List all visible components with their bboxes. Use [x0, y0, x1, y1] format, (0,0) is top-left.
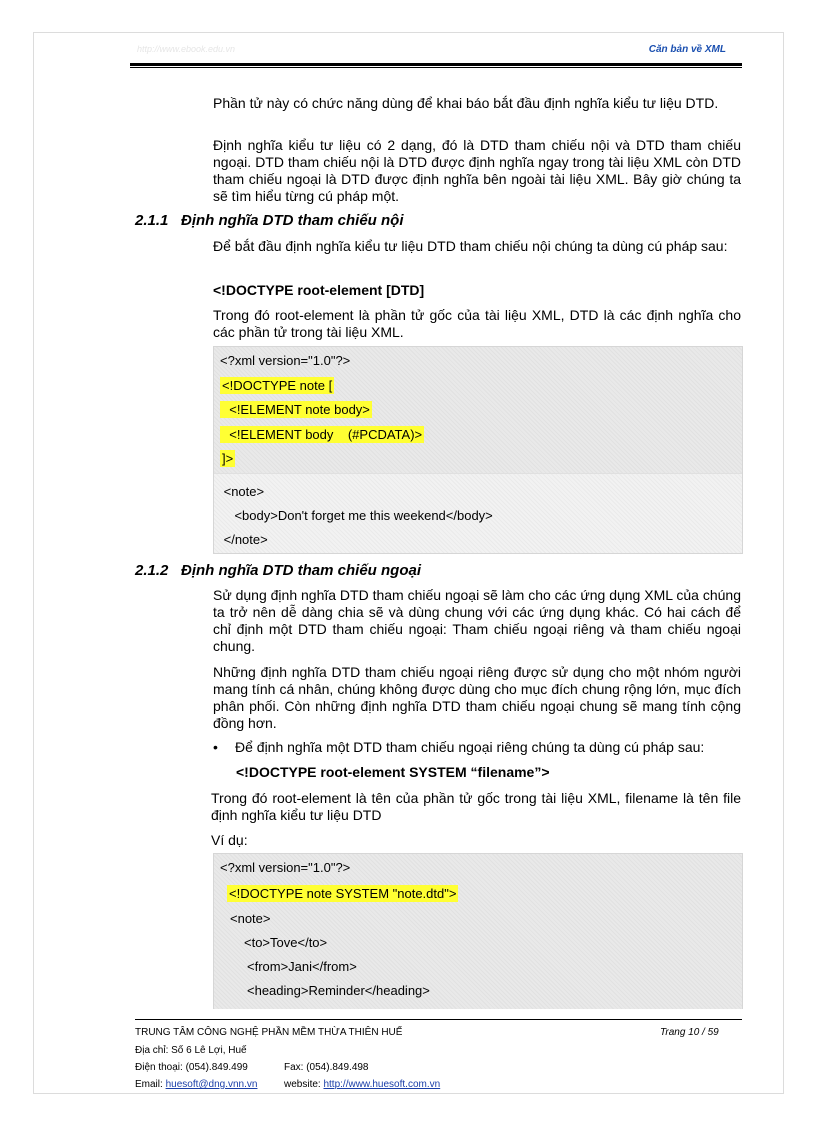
header-title: Căn bản về XML — [648, 44, 726, 55]
header-rule — [130, 63, 742, 66]
bullet-icon: • — [213, 739, 218, 755]
section1-syntax: <!DOCTYPE root-element [DTD] — [213, 282, 425, 298]
footer-org: TRUNG TÂM CÔNG NGHỆ PHẦN MỀM THỪA THIÊN HUẾ — [135, 1027, 403, 1038]
section-heading-2-1-2 — [135, 562, 421, 579]
code-line-highlight: <!ELEMENT note body> — [222, 402, 370, 417]
footer-rule — [135, 1019, 742, 1020]
header-url: http://www.ebook.edu.vn — [137, 44, 236, 54]
header-rule-thin — [130, 67, 742, 68]
footer-website-row — [284, 1079, 440, 1090]
email-link[interactable]: huesoft@dng.vnn.vn — [165, 1079, 258, 1090]
section-heading-2-1-1 — [135, 212, 404, 229]
section2-syntax: <!DOCTYPE root-element SYSTEM “filename”> — [236, 764, 550, 780]
code-line-highlight: <!ELEMENT body (#PCDATA)> — [222, 427, 423, 442]
code-line: <heading>Reminder</heading> — [247, 983, 430, 998]
section-number: 2.1.1 — [135, 212, 169, 229]
intro-paragraph-2: Định nghĩa kiểu tư liệu có 2 dạng, đó là DTD tham chiếu nội và DTD tham chiếu ngoại. DTD tham chiếu nội là DTD được định nghĩa ngay trong tài liệu XML còn DTD tham chiếu ngoại là DTD được định nghĩa bên ngoài tài liệu XML. Bây giờ chúng ta sẽ tìm hiểu từng cú pháp một. — [213, 137, 741, 204]
section2-paragraph-1: Sử dụng định nghĩa DTD tham chiếu ngoại sẽ làm cho các ứng dụng XML của chúng ta trở nên dễ dàng chia sẽ và dùng chung với các ứng dụng khác. Có hai cách để chỉ định một DTD tham chiếu ngoại: Tham chiếu ngoại riêng và tham chiếu ngoại chung. — [213, 587, 741, 654]
footer-address: Địa chỉ: Số 6 Lê Lợi, Huế — [135, 1045, 247, 1056]
section-title: Định nghĩa DTD tham chiếu nội — [181, 212, 404, 229]
code-line-highlight: <!DOCTYPE note [ — [222, 378, 333, 393]
code-line: <?xml version="1.0"?> — [220, 860, 351, 875]
code-line: <note> — [230, 911, 271, 926]
footer-fax: Fax: (054).849.498 — [284, 1062, 369, 1073]
section-number: 2.1.2 — [135, 562, 169, 579]
section1-paragraph-2: Trong đó root-element là phần tử gốc của tài liệu XML, DTD là các định nghĩa cho các phần tử trong tài liệu XML. — [213, 307, 741, 340]
code-line: <to>Tove</to> — [244, 935, 328, 950]
code-block-external-dtd — [213, 853, 743, 1009]
code-line: <body>Don't forget me this weekend</body> — [220, 508, 493, 523]
code-line: <note> — [220, 484, 265, 499]
code-block-internal-dtd — [213, 346, 743, 554]
section2-paragraph-3: Trong đó root-element là tên của phần tử gốc trong tài liệu XML, filename là tên file định nghĩa kiểu tư liệu DTD — [211, 790, 741, 823]
intro-paragraph-1: Phần tử này có chức năng dùng để khai báo bắt đầu định nghĩa kiểu tư liệu DTD. — [213, 95, 719, 111]
code-line-highlight: ]> — [222, 451, 234, 466]
code-line-highlight: <!DOCTYPE note SYSTEM "note.dtd"> — [229, 886, 457, 901]
example-label: Ví dụ: — [211, 832, 248, 848]
email-label: Email: — [135, 1079, 163, 1090]
page-number: Trang 10 / 59 — [660, 1027, 719, 1038]
section-title: Định nghĩa DTD tham chiếu ngoại — [181, 562, 421, 579]
website-label: website: — [284, 1079, 321, 1090]
section2-paragraph-2: Những định nghĩa DTD tham chiếu ngoại riêng được sử dụng cho một nhóm người mang tính cá nhân, chúng không được dùng cho mục đích chung rộng lớn, mục đích phân phối. Còn những định nghĩa DTD tham chiếu ngoại chung sẽ mang tính cộng đồng hơn. — [213, 664, 741, 731]
code-line: </note> — [220, 532, 268, 547]
footer-email-row — [135, 1079, 257, 1090]
website-link[interactable]: http://www.huesoft.com.vn — [323, 1079, 441, 1090]
section1-paragraph-1: Để bắt đầu định nghĩa kiểu tư liệu DTD tham chiếu nội chúng ta dùng cú pháp sau: — [213, 238, 728, 254]
code-line: <?xml version="1.0"?> — [220, 353, 351, 368]
footer-phone: Điện thoại: (054).849.499 — [135, 1062, 248, 1073]
code-line: <from>Jani</from> — [247, 959, 357, 974]
